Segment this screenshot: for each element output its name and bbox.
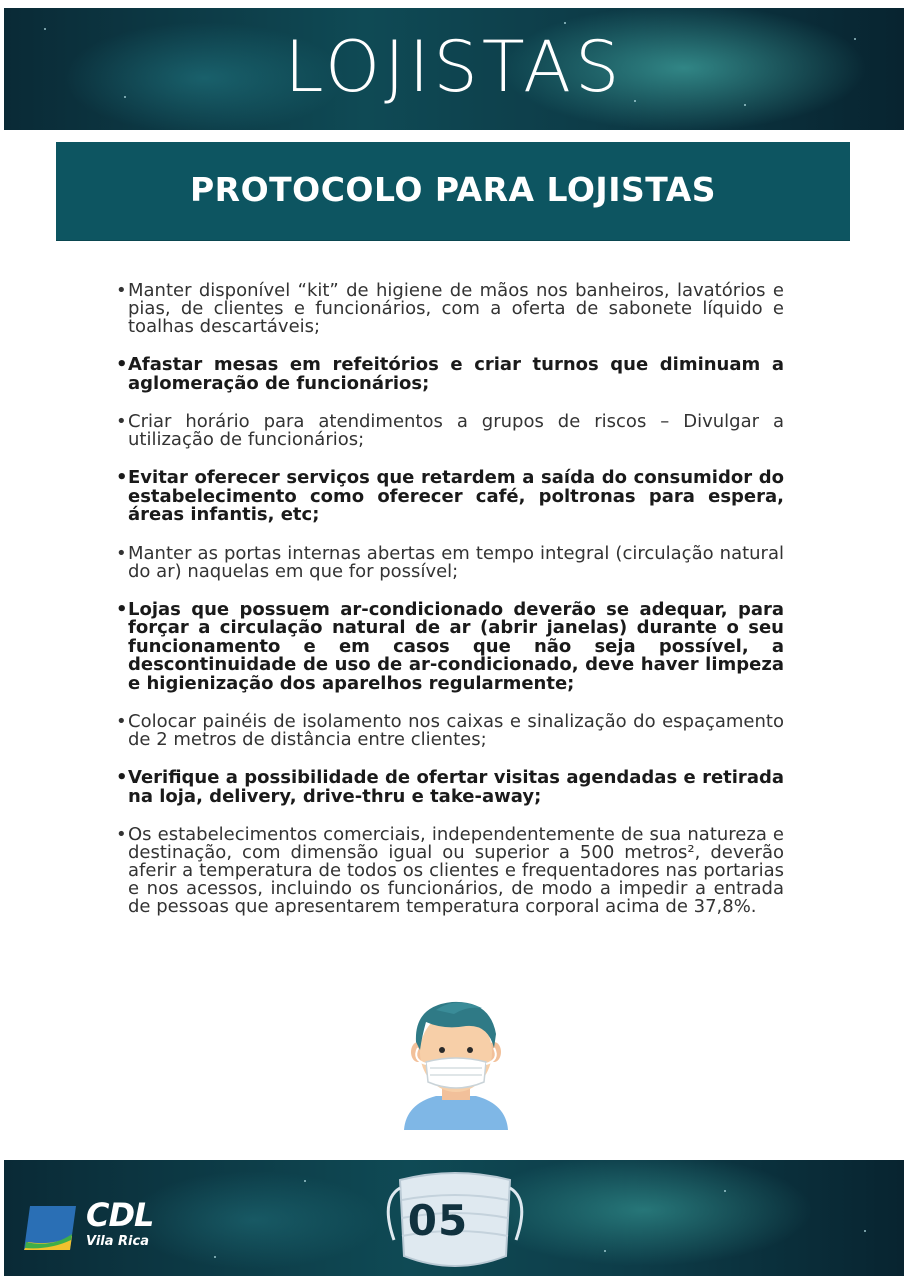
bullet-icon: • <box>116 542 127 564</box>
logo-subtitle: Vila Rica <box>86 1234 149 1249</box>
star-decoration <box>304 1180 306 1182</box>
protocol-item <box>116 713 784 749</box>
star-decoration <box>864 1230 866 1232</box>
protocol-item <box>116 769 784 806</box>
protocol-item <box>116 598 784 694</box>
protocol-item-text: Manter as portas internas abertas em tempo integral (circulação natural do ar) naquelas em que for possível; <box>128 542 784 582</box>
star-decoration <box>724 1190 726 1192</box>
protocol-item-text: Afastar mesas em refeitórios e criar turnos que diminuam a aglomeração de funcionários; <box>128 354 784 394</box>
section-title: PROTOCOLO PARA LOJISTAS <box>190 170 716 209</box>
cdl-logo <box>24 1196 164 1260</box>
bullet-icon: • <box>116 354 128 375</box>
star-decoration <box>214 1256 216 1258</box>
person-with-mask-icon <box>396 996 516 1134</box>
logo-text: CDL <box>86 1196 154 1234</box>
protocol-item <box>116 413 784 449</box>
protocol-item-text: Criar horário para atendimentos a grupos de riscos – Divulgar a utilização de funcionários; <box>128 411 784 450</box>
protocol-item <box>116 356 784 393</box>
bullet-icon: • <box>116 598 128 620</box>
protocol-item-text: Manter disponível “kit” de higiene de mãos nos banheiros, lavatórios e pias, de clientes e funcionários, com a oferta de sabonete líquido e toalhas descartáveis; <box>128 280 784 337</box>
protocol-item-text: Colocar painéis de isolamento nos caixas e sinalização do espaçamento de 2 metros de distância entre clientes; <box>128 711 784 750</box>
protocol-item-text: Os estabelecimentos comerciais, independentemente de sua natureza e destinação, com dimensão igual ou superior a 500 metros², deverão aferir a temperatura de todos os clientes e frequentadores nas portarias e nos acessos, incluindo os funcionários, de modo a impedir a entrada de pessoas que apresentarem temperatura corporal acima de 37,8%. <box>128 824 784 917</box>
protocol-item <box>116 282 784 336</box>
protocol-item-text: Lojas que possuem ar-condicionado deverão se adequar, para forçar a circulação natural de ar (abrir janelas) durante o seu funcionamento e em casos que não seja possível, a descontinuidade de uso de ar-condicionado, deve haver limpeza e higienização dos aparelhos regularmente; <box>128 598 784 694</box>
page-number: 05 <box>407 1196 469 1245</box>
bullet-icon: • <box>116 824 127 845</box>
protocol-item-text: Evitar oferecer serviços que retardem a saída do consumidor do estabelecimento como oferecer café, poltronas para espera, áreas infantis, etc; <box>128 467 784 525</box>
star-decoration <box>604 1250 606 1252</box>
protocol-item <box>116 542 784 582</box>
protocol-item <box>116 469 784 525</box>
bullet-icon: • <box>116 467 128 488</box>
bullet-icon: • <box>116 767 128 788</box>
protocol-item-text: Verifique a possibilidade de ofertar visitas agendadas e retirada na loja, delivery, drive-thru e take-away; <box>128 767 784 807</box>
section-banner <box>56 142 850 240</box>
bullet-icon: • <box>116 280 127 301</box>
page-title: LOJISTAS <box>284 26 624 108</box>
page-header <box>4 8 904 130</box>
protocol-list <box>116 282 784 936</box>
cdl-logo-icon <box>24 1202 82 1254</box>
page-footer <box>4 1160 904 1276</box>
bullet-icon: • <box>116 411 127 432</box>
bullet-icon: • <box>116 711 127 732</box>
document-page <box>4 8 904 1276</box>
protocol-item <box>116 826 784 916</box>
